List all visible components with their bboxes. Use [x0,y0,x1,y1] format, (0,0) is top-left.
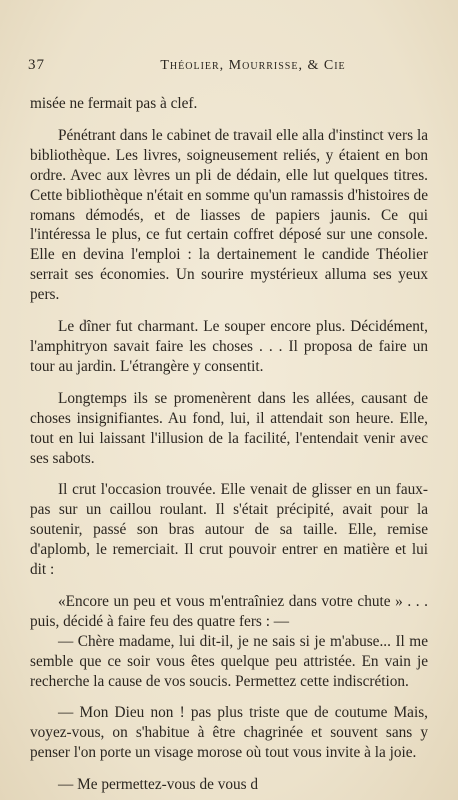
paragraph: — Mon Dieu non ! pas plus triste que de coutume Mais, voyez-vous, on s'habitue à être chagrinée et souvent sans y penser l'on porte un visage morose où tout vous invite à la joie. [30,704,428,762]
body-text [30,94,428,795]
paragraph: — Chère madame, lui dit-il, je ne sais si je m'abuse... Il me semble que ce soir vous êtes quelque peu attristée. En vain je recherche la cause de vos soucis. Permettez cette indiscrétion. [30,632,428,690]
page-header [28,57,428,74]
paragraph: Longtemps ils se promenèrent dans les allées, causant de choses insignifiantes. Au fond, lui, il attendait son heure. Elle, tout en lui laissant l'illusion de la facilité, l'entendait venir avec ses sabots. [30,389,428,467]
paragraph: misée ne fermait pas à clef. [30,95,198,112]
paragraph: Il crut l'occasion trouvée. Elle venait de glisser en un faux-pas sur un caillou roulant. Il s'était précipité, avait pour la soutenir, passé son bras autour de sa taille. Elle, remise d'aplomb, le remerciait. Il crut pouvoir entrer en matière et lui dit : [30,481,428,579]
running-title: Théolier, Mourrisse, & Cie [160,58,346,73]
paragraph: — Me permettez-vous de vous d [58,776,259,794]
page-number: 37 [28,57,45,73]
paragraph: «Encore un peu et vous m'entraîniez dans votre chute » . . . puis, décidé à faire feu des quatre fers : — [30,592,428,630]
paragraph: Le dîner fut charmant. Le souper encore plus. Décidément, l'amphitryon savait faire les choses . . . Il proposa de faire un tour au jardin. L'étrangère y consentit. [30,318,428,375]
paragraph: Pénétrant dans le cabinet de travail elle alla d'instinct vers la bibliothèque. Les livres, soigneusement reliés, y étaient en bon ordre. Avec aux lèvres un pli de dédain, elle lut quelques titres. Cette bibliothèque n'était en somme qu'un ramassis d'histoires de romans démodés, et de liasses de papiers jaunis. Ce qui l'intéressa le plus, ce fut certain coffret déposé sur une console. Elle en devina l'emploi : la dertainement le candide Théolier serrait ses économies. Un sourire mystérieux alluma ses yeux pers. [30,126,428,304]
